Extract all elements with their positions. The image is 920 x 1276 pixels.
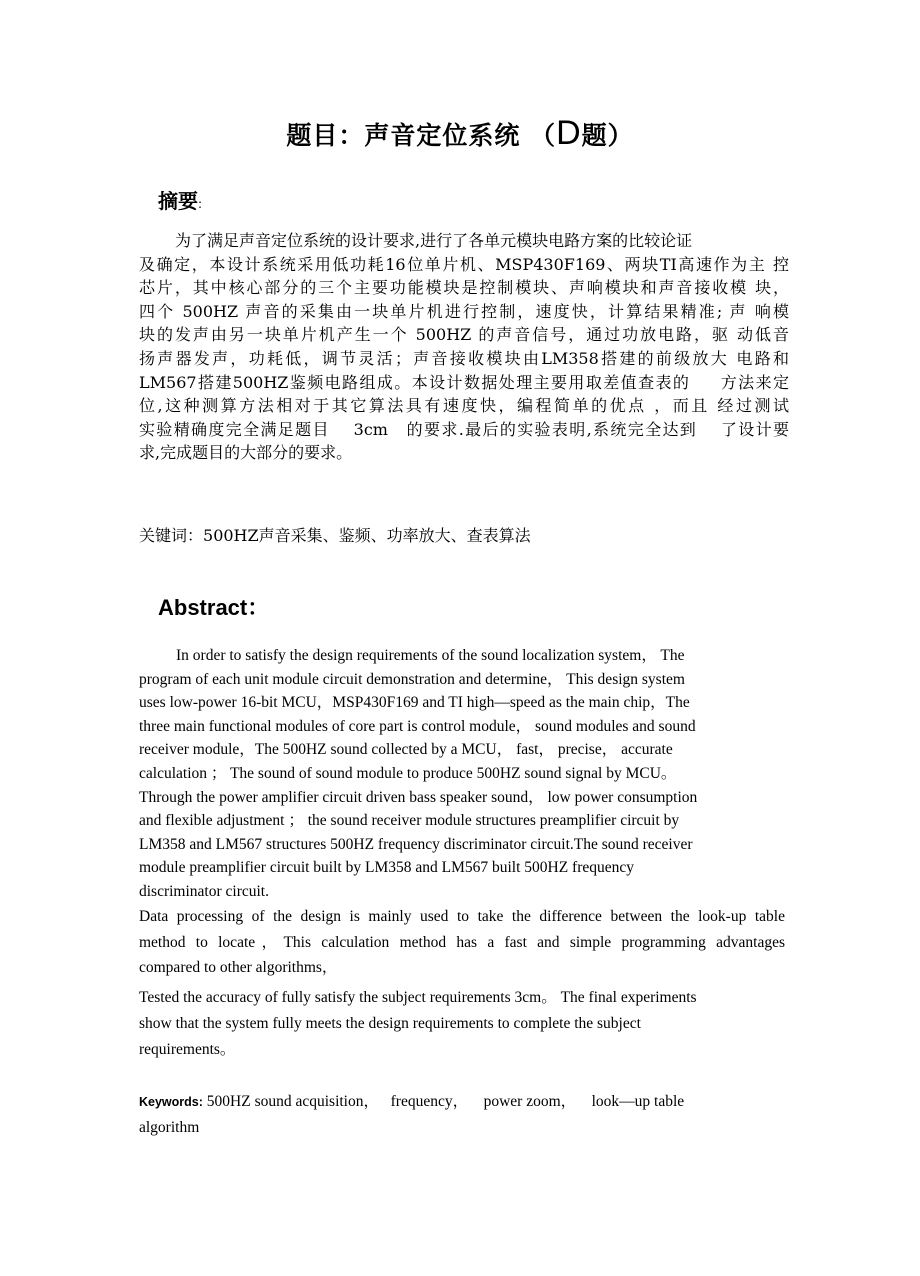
keywords-en-value: 500HZ sound acquisition， frequency， power zoom， look—up table [202,1093,685,1110]
abstract-en-line: show that the system fully meets the design requirements to complete the subject [139,1015,641,1032]
abstract-zh-line: 扬声器发声，功耗低，调节灵活；声音接收模块由LM358搭建的前级放大 电路和 [139,348,789,368]
abstract-zh-line: 位,这种测算方法相对于其它算法具有速度快，编程简单的优点 ，而且 经过测试 [139,396,789,416]
abstract-en-line: module preamplifier circuit built by LM358 and LM567 built 500HZ frequency [139,859,635,877]
document-title [0,113,920,156]
abstract-en-line: Tested the accuracy of fully satisfy the subject requirements 3cm。 The final experiments [139,989,697,1006]
title-suffix: 题） [581,121,634,150]
keywords-zh-label: 关键词： [139,526,204,545]
abstract-en-line: calculation ； The sound of sound module to produce 500HZ sound signal by MCU。 [139,764,677,782]
keywords-en [139,1089,785,1140]
abstract-zh-line: LM567搭建500HZ鉴频电路组成。本设计数据处理主要用取差值查表的 方法来定 [139,372,789,392]
abstract-en-line: receiver module，The 500HZ sound collected by a MCU， fast， precise， accurate [139,741,673,759]
abstract-zh-line: 块的发声由另一块单片机产生一个 500HZ 的声音信号，通过功放电路，驱 动低音 [139,325,789,345]
abstract-en-heading: Abstract： [158,595,270,620]
title-prefix: 题目：声音定位系统 （ [286,121,557,150]
abstract-en-line: requirements。 [139,1041,236,1058]
abstract-en-line: Data processing of the design is mainly used to take the difference between the look-up table [139,908,785,925]
abstract-en-line: and flexible adjustment ； the sound receiver module structures preamplifier circuit by [139,812,680,830]
abstract-en-paragraph-2 [139,904,785,981]
abstract-en-paragraph-1 [139,644,789,904]
abstract-en-line: three main functional modules of core part is control module， sound modules and sound [139,717,696,735]
abstract-zh-line: 求,完成题目的大部分的要求。 [139,443,353,463]
keywords-zh-value: 500HZ声音采集、鉴频、功率放大、查表算法 [203,526,531,545]
abstract-en-line: compared to other algorithms， [139,959,338,976]
abstract-zh-heading-colon: : [198,197,203,211]
abstract-zh-line: 及确定，本设计系统采用低功耗16位单片机、MSP430F169、两块TI高速作为主 控 [139,254,789,274]
keywords-zh [139,524,531,548]
abstract-en-line: program of each unit module circuit demonstration and determine， This design system [139,670,685,688]
abstract-en-line: LM358 and LM567 structures 500HZ frequency discriminator circuit.The sound receiver [139,835,693,853]
abstract-zh-heading [158,186,202,219]
title-letter: D [556,114,582,152]
abstract-zh-heading-text: 摘要 [158,189,198,213]
abstract-zh-line: 芯片，其中核心部分的三个主要功能模块是控制模块、声响模块和声音接收模 块， [139,278,789,298]
abstract-en-line: In order to satisfy the design requirements of the sound localization system， The [176,647,685,664]
keywords-en-label: Keywords: [139,1095,203,1109]
abstract-en-line: uses low-power 16-bit MCU，MSP430F169 and TI high—speed as the main chip，The [139,694,690,712]
abstract-zh-line: 为了满足声音定位系统的设计要求,进行了各单元模块电路方案的比较论证 [175,231,693,250]
abstract-en-line: Through the power amplifier circuit driven bass speaker sound， low power consumption [139,788,698,806]
abstract-en-line: discriminator circuit. [139,882,269,900]
abstract-en-paragraph-3 [139,985,785,1063]
abstract-en-line: method to locate，This calculation method has a fast and simple programming advantages [139,933,785,951]
abstract-zh-line: 实验精确度完全满足题目 3cm 的要求.最后的实验表明,系统完全达到 了设计要 [139,419,789,439]
abstract-zh-body [139,229,789,465]
abstract-zh-line: 四个 500HZ 声音的采集由一块单片机进行控制，速度快，计算结果精准; 声 响模 [139,301,789,321]
keywords-en-value-line2: algorithm [139,1119,200,1136]
